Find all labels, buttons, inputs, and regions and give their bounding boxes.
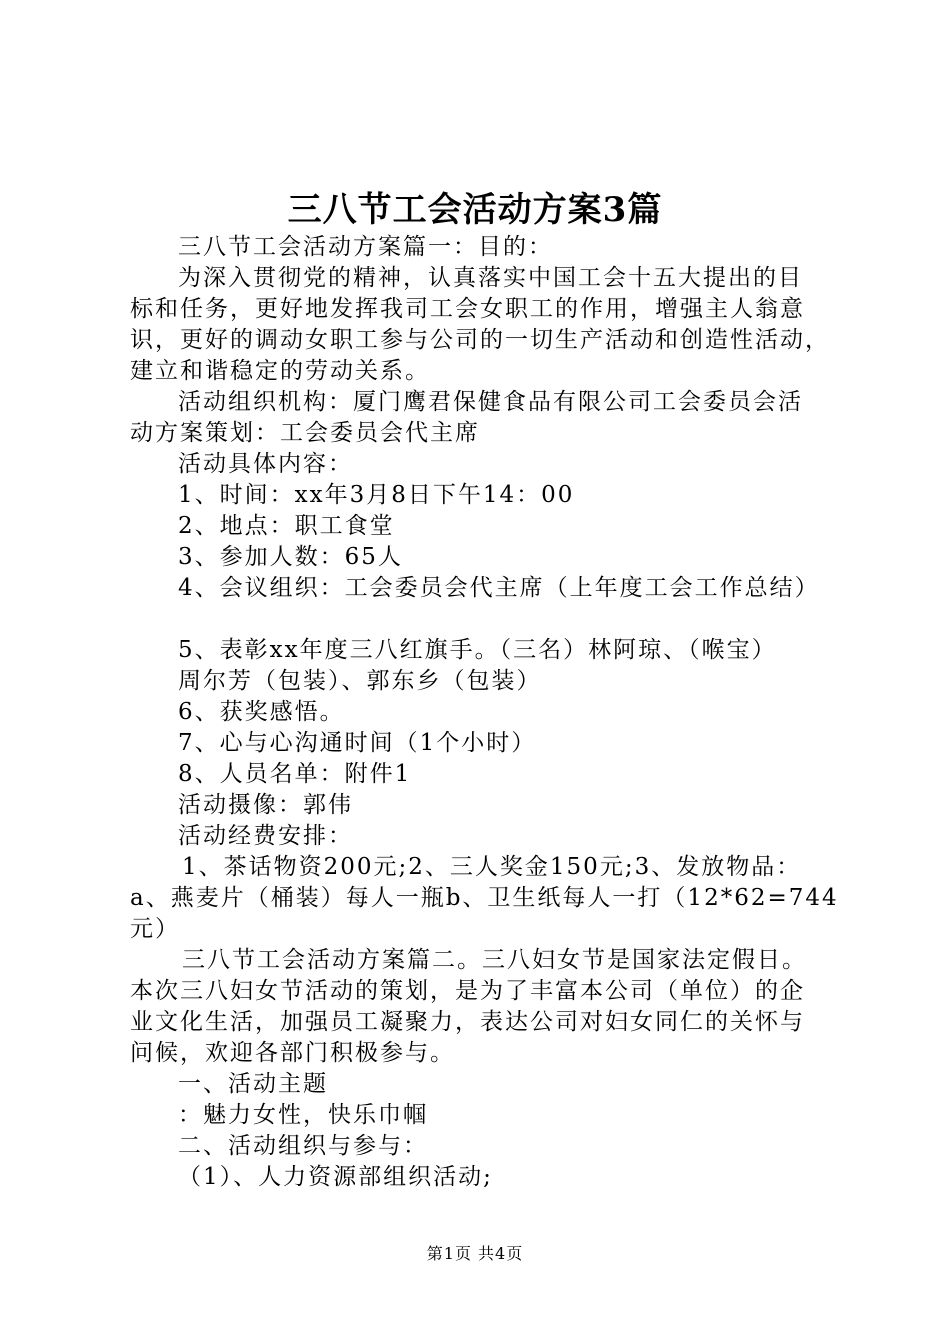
blank-line bbox=[130, 604, 840, 635]
paragraph-part-two bbox=[130, 945, 840, 976]
list-item-roster: 8、人员名单：附件1 bbox=[178, 761, 412, 787]
paragraph-purpose-cont bbox=[130, 294, 840, 387]
text-line: 元） bbox=[130, 916, 180, 942]
document-title: 三八节工会活动方案3篇 bbox=[287, 190, 663, 230]
list-item-location: 2、地点：职工食堂 bbox=[178, 513, 395, 539]
list-item-reflections: 6、获奖感悟。 bbox=[178, 699, 345, 725]
paragraph-intro-heading: 三八节工会活动方案篇一：目的： bbox=[178, 234, 553, 260]
text-line: a、燕麦片（桶装）每人一瓶b、卫生纸每人一打（12*62=744 bbox=[130, 885, 839, 911]
paragraph-budget-cont bbox=[130, 883, 840, 945]
section-heading-organization: 二、活动组织与参与： bbox=[178, 1133, 428, 1159]
text-line: 为深入贯彻党的精神，认真落实中国工会十五大提出的目 bbox=[178, 265, 803, 291]
text-line: 活动组织机构：厦门鹰君保健食品有限公司工会委员会活 bbox=[178, 389, 803, 415]
text-line: 建立和谐稳定的劳动关系。 bbox=[130, 358, 430, 384]
text-line: 1、茶话物资200元;2、三人奖金150元;3、发放物品： bbox=[182, 854, 802, 880]
paragraph-budget-heading: 活动经费安排： bbox=[178, 823, 353, 849]
list-item-meeting: 4、会议组织：工会委员会代主席（上年度工会工作总结） bbox=[178, 575, 820, 601]
paragraph-purpose bbox=[130, 263, 840, 294]
text-line: 问候，欢迎各部门积极参与。 bbox=[130, 1040, 455, 1066]
list-item-communication: 7、心与心沟通时间（1个小时） bbox=[178, 730, 537, 756]
list-item-awards: 5、表彰xx年度三八红旗手。（三名）林阿琼、（喉宝） bbox=[178, 637, 777, 663]
text-line: 三八节工会活动方案篇二。三八妇女节是国家法定假日。 bbox=[182, 947, 807, 973]
text-line: 标和任务，更好地发挥我司工会女职工的作用，增强主人翁意 bbox=[130, 296, 805, 322]
paragraph-budget bbox=[130, 852, 840, 883]
text-line: 本次三八妇女节活动的策划，是为了丰富本公司（单位）的企 bbox=[130, 978, 805, 1004]
text-line: 业文化生活，加强员工凝聚力，表达公司对妇女同仁的关怀与 bbox=[130, 1009, 805, 1035]
list-item-hr: （1）、人力资源部组织活动; bbox=[178, 1164, 493, 1190]
paragraph-photography: 活动摄像：郭伟 bbox=[178, 792, 353, 818]
text-line: 识，更好的调动女职工参与公司的一切生产活动和创造性活动， bbox=[130, 327, 830, 353]
paragraph-organizer-cont bbox=[130, 418, 840, 449]
list-item-time: 1、时间：xx年3月8日下午14：00 bbox=[178, 482, 575, 508]
document-body bbox=[130, 232, 840, 1193]
paragraph-theme: ：魅力女性，快乐巾帼 bbox=[178, 1102, 428, 1128]
paragraph-part-two-cont bbox=[130, 976, 840, 1069]
section-heading-theme: 一、活动主题 bbox=[178, 1071, 328, 1097]
list-item-awards-cont: 周尔芳（包装）、郭东乡（包装） bbox=[178, 668, 542, 694]
paragraph-organizer bbox=[130, 387, 840, 418]
text-line: 动方案策划：工会委员会代主席 bbox=[130, 420, 480, 446]
page-number-footer: 第1页 共4页 bbox=[426, 1244, 524, 1263]
paragraph-content-heading: 活动具体内容： bbox=[178, 451, 353, 477]
list-item-attendees: 3、参加人数：65人 bbox=[178, 544, 403, 570]
